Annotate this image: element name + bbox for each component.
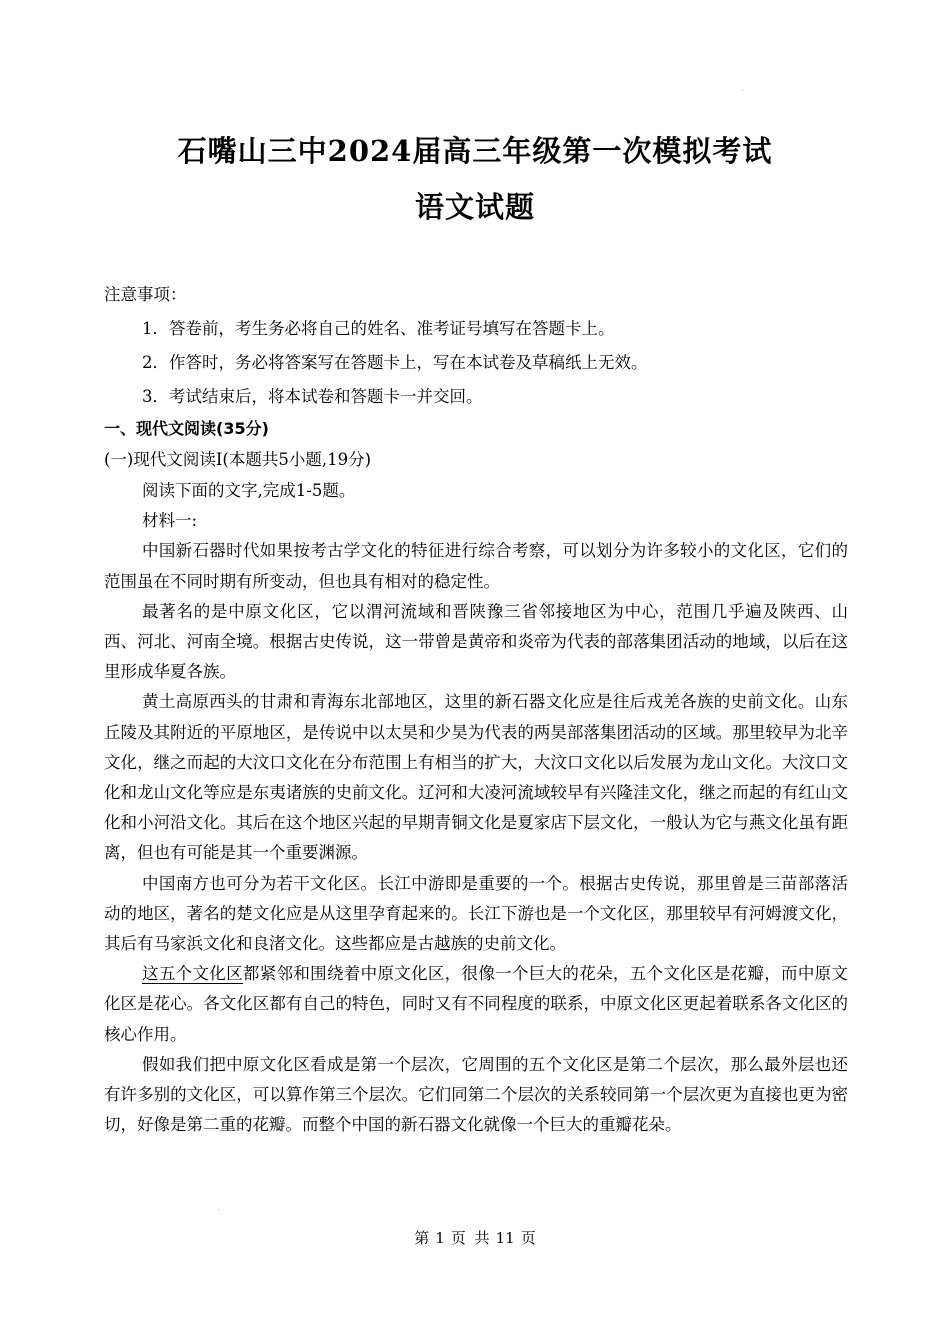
reading-instruction: 阅读下面的文字,完成1-5题。 [142,481,356,500]
scan-mark: · [218,1207,220,1214]
page-total: 11 [495,1229,515,1247]
subsection-heading: (一)现代文阅读Ⅰ(本题共5小题,19分) [104,450,372,469]
paragraph: 中国新石器时代如果按考古学文化的特征进行综合考察，可以划分为许多较小的文化区，它们的范围虽在不同时期有所变动，但也具有相对的稳定性。 [104,541,848,591]
footer-mid: 页 共 [450,1229,490,1247]
paragraph: 最著名的是中原文化区，它以渭河流域和晋陕豫三省邻接地区为中心，范围几乎遍及陕西、山西、河北、河南全境。根据古史传说，这一带曾是黄帝和炎帝为代表的部落集团活动的地域，以后在这里形成华夏各族。 [104,601,848,682]
footer-suffix: 页 [520,1229,536,1247]
paragraph: 中国南方也可分为若干文化区。长江中游即是重要的一个。根据古史传说，那里曾是三苗部落活动的地区，著名的楚文化应是从这里孕育起来的。长江下游也是一个文化区，那里较早有河姆渡文化，其后有马家浜文化和良渚文化。这些都应是古越族的史前文化。 [104,873,848,954]
exam-body [104,278,848,1140]
underlined-phrase: 这五个文化区 [142,964,243,984]
footer-prefix: 第 [414,1229,430,1247]
paragraph-text: 都紧邻和围绕着中原文化区，很像一个巨大的花朵，五个文化区是花瓣，而中原文化区是花心。各文化区都有自己的特色，同时又有不同程度的联系，中原文化区更起着联系各文化区的核心作用。 [104,964,849,1044]
notes-item: 2．作答时，务必将答案写在答题卡上，写在本试卷及草稿纸上无效。 [142,353,648,372]
page-footer [0,1226,950,1250]
notes-heading: 注意事项： [104,285,187,304]
material-label: 材料一: [142,511,198,531]
paragraph: 假如我们把中原文化区看成是第一个层次，它周围的五个文化区是第二个层次，那么最外层也还有许多别的文化区，可以算作第三个层次。它们同第二个层次的关系较同第一个层次更为直接也更为密切，好像是第二重的花瓣。而整个中国的新石器文化就像一个巨大的重瓣花朵。 [104,1054,848,1135]
scan-mark: · [742,88,744,95]
notes-item: 1．答卷前，考生务必将自己的姓名、准考证号填写在答题卡上。 [142,319,615,338]
notes-item: 3．考试结束后，将本试卷和答题卡一并交回。 [142,387,483,406]
exam-subtitle: 语文试题 [414,190,535,224]
section-heading: 一、现代文阅读(35分) [104,419,269,438]
page-number: 1 [435,1229,445,1247]
paragraph: 黄土高原西头的甘肃和青海东北部地区，这里的新石器文化应是往后戎羌各族的史前文化。山东丘陵及其附近的平原地区，是传说中以太昊和少昊为代表的两昊部落集团活动的区域。那里较早为北辛文化，继之而起的大汶口文化在分布范围上有相当的扩大，大汶口文化以后发展为龙山文化。大汶口文化和龙山文化等应是东夷诸族的史前文化。辽河和大凌河流域较早有兴隆洼文化，继之而起的有红山文化和小河沿文化。其后在这个地区兴起的早期青铜文化是夏家店下层文化，一般认为它与燕文化虽有距离，但也有可能是其一个重要渊源。 [104,692,848,863]
exam-title: 石嘴山三中2024届高三年级第一次模拟考试 [177,134,773,168]
paragraph [104,959,848,1050]
